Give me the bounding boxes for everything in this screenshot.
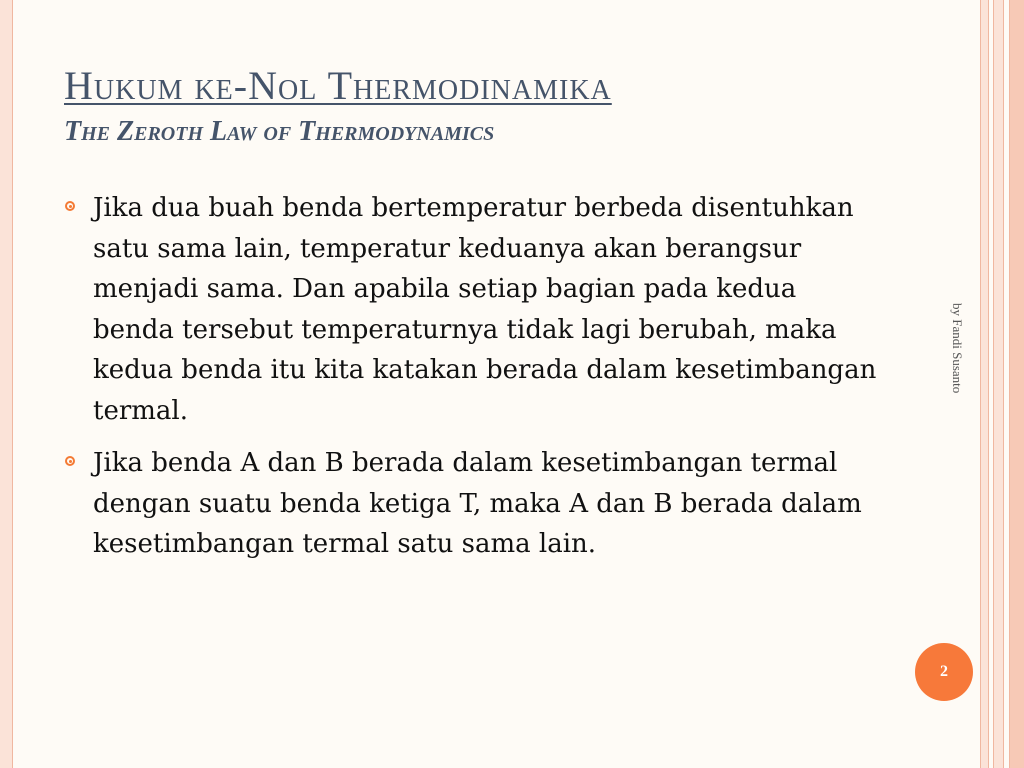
slide-subtitle: The Zeroth Law of Thermodynamics xyxy=(64,116,495,147)
left-border-decoration xyxy=(0,0,13,768)
right-border-stripe xyxy=(1009,0,1024,768)
bullet-item xyxy=(64,188,884,431)
bullet-icon xyxy=(65,456,75,466)
bullet-text: Jika benda A dan B berada dalam kesetimbangan termal dengan suatu benda ketiga T, maka A dan B berada dalam kesetimbangan termal satu sama lain. xyxy=(93,448,862,559)
bullet-list xyxy=(64,188,884,577)
page-number-badge: 2 xyxy=(915,643,973,701)
slide-title: Hukum ke-Nol Thermodinamika xyxy=(64,63,612,108)
right-border-stripe xyxy=(993,0,1004,768)
bullet-item xyxy=(64,443,884,565)
bullet-text: Jika dua buah benda bertemperatur berbeda disentuhkan satu sama lain, temperatur keduanya akan berangsur menjadi sama. Dan apabila setiap bagian pada kedua benda tersebut temperaturnya tidak lagi berubah, maka kedua benda itu kita katakan berada dalam kesetimbangan termal. xyxy=(93,193,877,426)
author-credit: by Fandi Susanto xyxy=(950,303,965,394)
bullet-icon xyxy=(65,201,75,211)
right-border-stripe xyxy=(980,0,989,768)
